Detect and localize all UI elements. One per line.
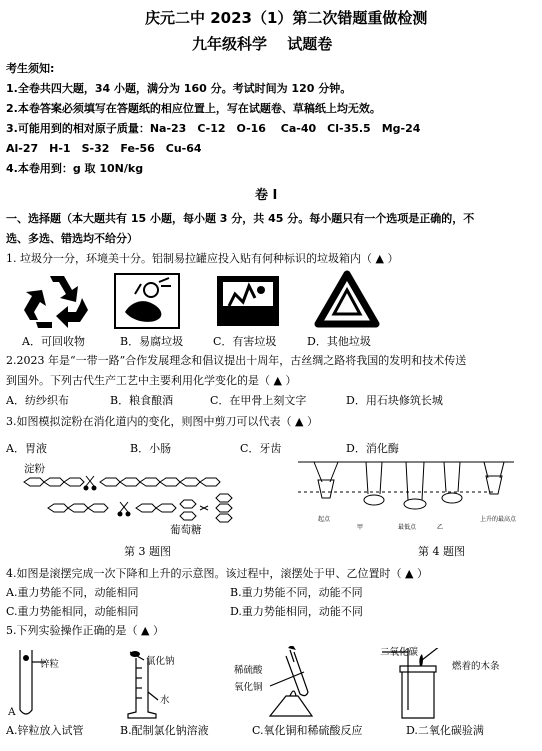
q1-option-d: D．其他垃圾 — [307, 335, 371, 348]
fig5-label-acid: 稀硫酸 — [234, 665, 263, 676]
q3-option-c: C．牙齿 — [240, 442, 282, 455]
q4-stem: 4.如图是滚摆完成一次下降和上升的示意图。该过程中，滚摆处于甲、乙位置时（ ▲ ） — [6, 567, 428, 580]
part1-heading: 一、选择题（本大题共有 15 小题，每小题 3 分，共 45 分。每小题只有一个选项是正确的，不 — [6, 212, 475, 225]
fig4-label-lowest: 最低点 — [398, 524, 417, 531]
q5-option-d: D.二氧化碳验满 — [406, 724, 484, 737]
fig4-label-jia: 甲 — [357, 524, 364, 531]
fig3-caption: 第 3 题图 — [124, 545, 171, 558]
q5-option-a: A.锌粒放入试管 — [6, 724, 84, 737]
notice-item: 2.本卷答案必须填写在答题纸的相应位置上，写在试题卷、草稿纸上均无效。 — [6, 102, 381, 115]
fig5-label-co2: 二氧化碳 — [380, 647, 419, 658]
q3-option-a: A．胃液 — [6, 442, 47, 455]
q2-option-b: B．粮食酿酒 — [110, 394, 174, 407]
q2-stem-cont: 到国外。下列古代生产工艺中主要利用化学变化的是（ ▲ ） — [6, 374, 297, 387]
other-waste-icon — [314, 270, 380, 332]
starch-digestion-diagram — [20, 470, 260, 532]
fig5-label-cuo: 氧化铜 — [234, 682, 263, 693]
q2-option-d: D．用石块修筑长城 — [346, 394, 443, 407]
q4-option-c: C.重力势能相同，动能相同 — [6, 605, 139, 618]
fig5-label-water: 水 — [160, 695, 170, 706]
fig4-label-start: 起点 — [318, 516, 331, 523]
q4-option-b: B.重力势能不同，动能不同 — [230, 586, 363, 599]
fig5-label-nacl: 氯化钠 — [146, 656, 175, 667]
notice-item: 3.可能用到的相对原子质量：Na-23 C-12 O-16 Ca-40 Cl-35.5 Mg-24 — [6, 122, 421, 135]
q4-option-a: A.重力势能不同，动能相同 — [6, 586, 139, 599]
q1-stem: 1. 垃圾分一分，环境美十分。铝制易拉罐应投入贴有何种标识的垃圾箱内（ ▲ ） — [6, 252, 399, 265]
q5-stem: 5.下列实验操作正确的是（ ▲ ） — [6, 624, 164, 637]
q3-stem: 3.如图模拟淀粉在消化道内的变化，则图中剪刀可以代表（ ▲ ） — [6, 415, 318, 428]
fig5-label-zinc: 锌粒 — [40, 659, 60, 670]
section-heading: 卷 I — [255, 188, 278, 203]
fig3-label-glucose: 葡萄糖 — [170, 524, 202, 536]
q1-option-b: B．易腐垃圾 — [120, 335, 184, 348]
q3-option-d: D．消化酶 — [346, 442, 399, 455]
fig5-label-stick: 燃着的木条 — [452, 661, 500, 672]
acid-cuo-reaction-figure — [250, 646, 340, 722]
q3-option-b: B．小肠 — [130, 442, 172, 455]
part1-heading-cont: 选、多选、错选均不给分） — [6, 232, 138, 245]
hazardous-waste-icon — [215, 274, 281, 328]
q2-option-a: A．纺纱织布 — [6, 394, 69, 407]
fig3-label-starch: 淀粉 — [24, 463, 45, 475]
q2-option-c: C．在甲骨上刻文字 — [210, 394, 307, 407]
food-waste-icon — [113, 272, 181, 330]
fig5-label-a: A — [8, 706, 16, 718]
fig4-label-yi: 乙 — [437, 524, 444, 531]
notice-heading: 考生须知: — [6, 62, 55, 75]
q1-option-a: A．可回收物 — [22, 335, 85, 348]
recycle-icon — [20, 272, 94, 332]
q5-option-c: C.氧化铜和稀硫酸反应 — [252, 724, 363, 737]
exam-subtitle: 九年级科学 试题卷 — [192, 35, 333, 53]
notice-item: Al-27 H-1 S-32 Fe-56 Cu-64 — [6, 142, 202, 155]
fig4-caption: 第 4 题图 — [418, 545, 465, 558]
notice-item: 1.全卷共四大题，34 小题，满分为 160 分。考试时间为 120 分钟。 — [6, 82, 352, 95]
q1-option-c: C．有害垃圾 — [213, 335, 277, 348]
q2-stem: 2.2023 年是“一带一路”合作发展理念和倡议提出十周年，古丝绸之路将我国的发明和技术传送 — [6, 354, 467, 367]
q4-option-d: D.重力势能相同，动能不同 — [230, 605, 363, 618]
exam-title: 庆元二中 2023（1）第二次错题重做检测 — [145, 9, 428, 27]
fig4-label-highest: 上升的最高点 — [480, 516, 517, 523]
notice-item: 4.本卷用到：g 取 10N/kg — [6, 162, 144, 175]
q5-option-b: B.配制氯化钠溶液 — [120, 724, 209, 737]
